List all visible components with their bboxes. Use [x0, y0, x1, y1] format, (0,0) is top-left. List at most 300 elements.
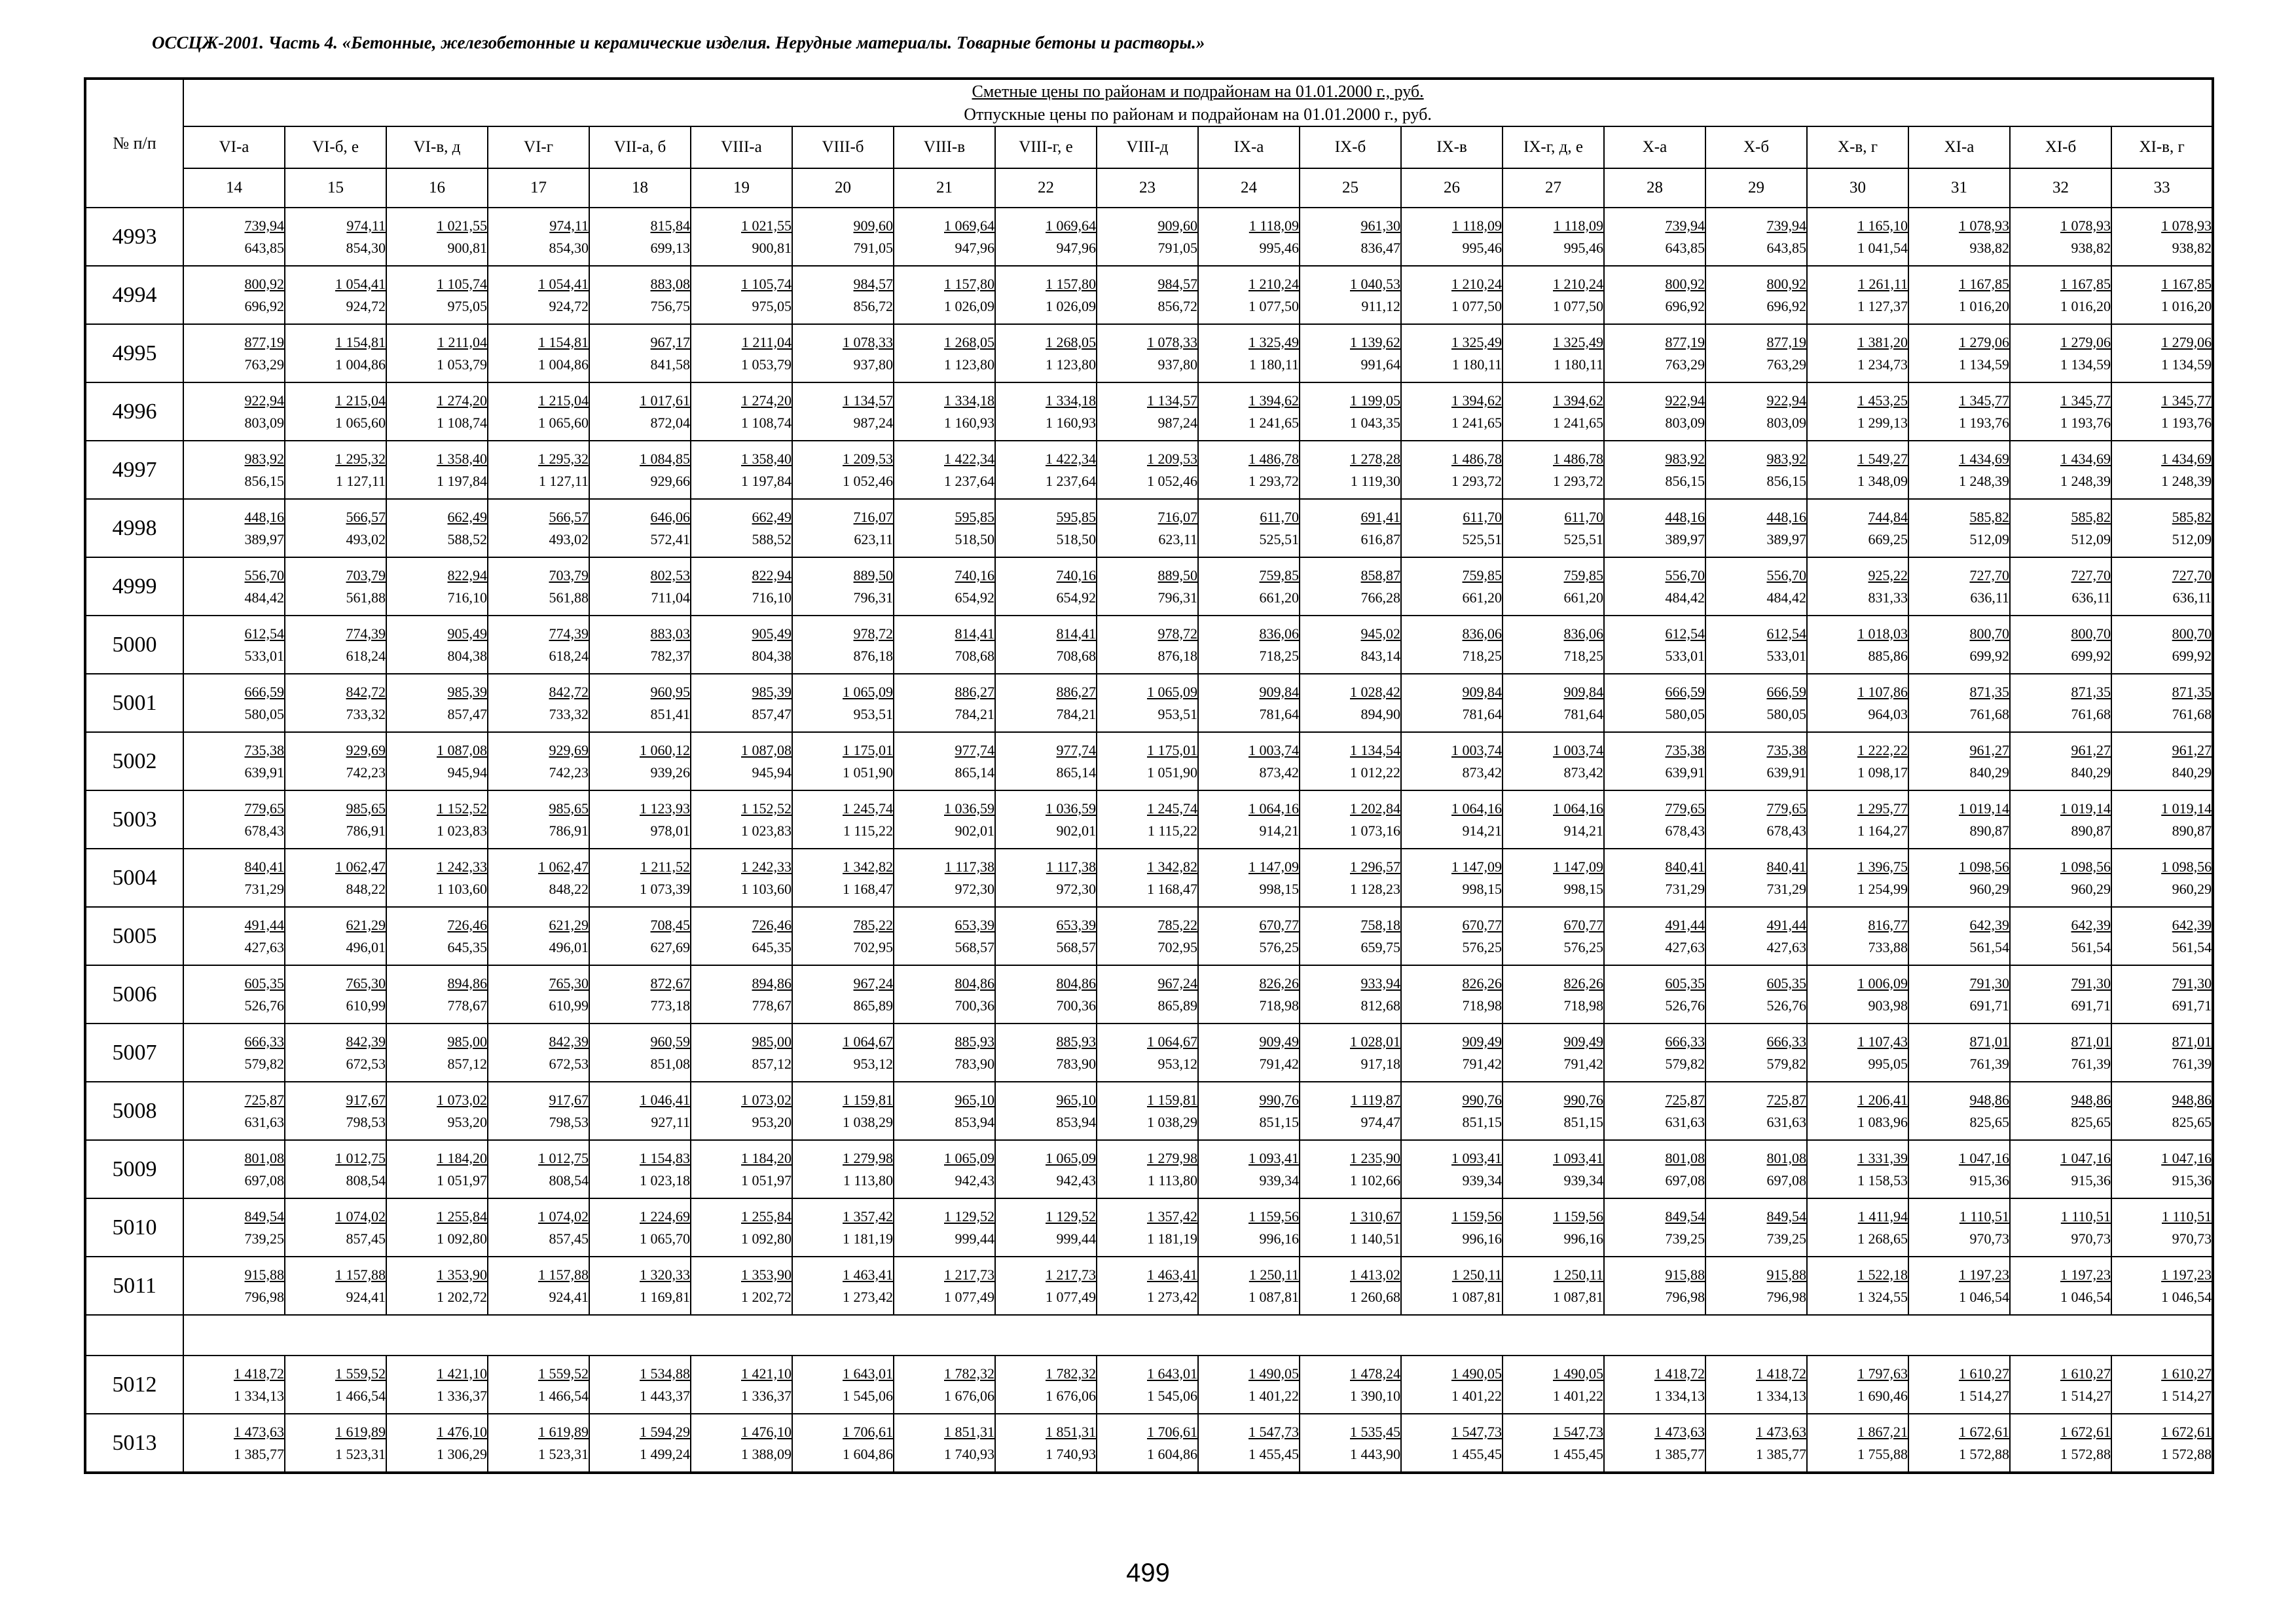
estimate-price: 1 672,61	[2161, 1423, 2212, 1440]
column-number: 19	[691, 168, 792, 208]
release-price: 739,25	[1665, 1230, 1705, 1247]
price-cell	[1198, 616, 1300, 674]
release-price: 1 128,23	[1350, 880, 1400, 897]
price-cell	[1097, 1414, 1198, 1473]
estimate-price: 983,92	[1665, 450, 1705, 467]
price-cell	[386, 1140, 488, 1198]
price-cell	[691, 1198, 792, 1257]
estimate-price: 727,70	[2071, 566, 2111, 583]
price-cell	[589, 382, 691, 441]
estimate-price: 491,44	[1766, 916, 1806, 933]
estimate-price: 849,54	[1665, 1208, 1705, 1225]
estimate-price: 840,41	[1665, 858, 1705, 875]
estimate-price: 1 117,38	[1046, 858, 1096, 875]
release-price: 1 604,86	[1147, 1445, 1197, 1462]
estimate-price: 785,22	[853, 916, 893, 933]
release-price: 1 334,13	[1756, 1387, 1806, 1404]
release-price: 890,87	[2071, 822, 2111, 839]
release-price: 718,25	[1563, 647, 1603, 664]
release-price: 1 127,37	[1857, 297, 1908, 314]
estimate-price: 740,16	[955, 566, 994, 583]
column-number: 23	[1097, 168, 1198, 208]
release-price: 995,46	[1259, 239, 1299, 256]
price-cell	[285, 732, 386, 790]
estimate-price: 877,19	[1766, 333, 1806, 350]
table-row	[85, 441, 2213, 499]
price-cell	[1807, 1198, 1908, 1257]
price-cell	[995, 382, 1097, 441]
release-price: 1 041,54	[1857, 239, 1908, 256]
zone-header-row	[85, 126, 2213, 168]
estimate-price: 1 028,01	[1350, 1033, 1400, 1050]
release-price: 763,29	[244, 356, 284, 373]
price-cell	[183, 441, 285, 499]
price-cell	[691, 324, 792, 382]
row-number: 4998	[85, 499, 183, 557]
estimate-price: 612,54	[1665, 625, 1705, 642]
estimate-price: 1 019,14	[1959, 800, 2009, 817]
release-price: 1 248,39	[2060, 472, 2111, 489]
table-row	[85, 266, 2213, 324]
estimate-price: 1 147,09	[1451, 858, 1502, 875]
release-price: 691,71	[1969, 997, 2009, 1014]
estimate-price: 889,50	[1157, 566, 1197, 583]
estimate-price: 1 047,16	[1959, 1149, 2009, 1166]
release-price: 947,96	[955, 239, 994, 256]
estimate-price: 1 175,01	[843, 741, 893, 758]
price-cell	[894, 324, 995, 382]
release-price: 796,31	[853, 589, 893, 606]
estimate-price: 1 320,33	[640, 1266, 690, 1283]
estimate-price: 1 093,41	[1248, 1149, 1299, 1166]
release-price: 1 324,55	[1857, 1288, 1908, 1305]
estimate-price: 791,30	[2071, 974, 2111, 991]
estimate-price: 765,30	[346, 974, 386, 991]
price-cell	[995, 907, 1097, 965]
price-cell	[285, 616, 386, 674]
table-row	[85, 382, 2213, 441]
estimate-price: 1 147,09	[1553, 858, 1603, 875]
release-price: 924,72	[549, 297, 589, 314]
price-cell	[995, 732, 1097, 790]
column-number: 21	[894, 168, 995, 208]
release-price: 975,05	[752, 297, 792, 314]
release-price: 1 572,88	[2060, 1445, 2111, 1462]
estimate-price: 1 463,41	[1147, 1266, 1197, 1283]
release-price: 1 077,50	[1248, 297, 1299, 314]
estimate-price: 1 358,40	[437, 450, 487, 467]
estimate-price: 802,53	[650, 566, 690, 583]
estimate-price: 1 851,31	[1046, 1423, 1096, 1440]
estimate-price: 735,38	[244, 741, 284, 758]
estimate-price: 1 118,09	[1451, 217, 1502, 234]
price-cell	[1604, 499, 1705, 557]
estimate-price: 933,94	[1360, 974, 1400, 991]
estimate-price: 800,70	[2172, 625, 2212, 642]
price-cell	[1503, 790, 1604, 849]
release-price: 1 087,81	[1451, 1288, 1502, 1305]
price-cell	[1908, 266, 2010, 324]
price-cell	[894, 441, 995, 499]
estimate-price: 1 486,78	[1553, 450, 1603, 467]
zone-header: VIII-г, е	[995, 126, 1097, 168]
release-price: 493,02	[346, 530, 386, 547]
price-cell	[2010, 208, 2111, 266]
price-cell	[894, 790, 995, 849]
estimate-price: 836,06	[1563, 625, 1603, 642]
price-cell	[1503, 907, 1604, 965]
release-price: 1 140,51	[1350, 1230, 1400, 1247]
release-price: 970,73	[1969, 1230, 2009, 1247]
price-cell	[1705, 1198, 1807, 1257]
release-price: 1 572,88	[1959, 1445, 2009, 1462]
price-cell	[691, 849, 792, 907]
price-cell	[1604, 208, 1705, 266]
release-price: 1 004,86	[538, 356, 589, 373]
price-cell	[691, 616, 792, 674]
price-cell	[894, 266, 995, 324]
column-number: 18	[589, 168, 691, 208]
release-price: 1 103,60	[741, 880, 792, 897]
estimate-price: 739,94	[244, 217, 284, 234]
estimate-price: 1 279,06	[2060, 333, 2111, 350]
price-cell	[285, 499, 386, 557]
price-cell	[386, 208, 488, 266]
estimate-price: 960,59	[650, 1033, 690, 1050]
column-number-row	[85, 168, 2213, 208]
release-price: 739,25	[244, 1230, 284, 1247]
release-price: 636,11	[2172, 589, 2212, 606]
estimate-price: 1 157,80	[1046, 275, 1096, 292]
release-price: 1 755,88	[1857, 1445, 1908, 1462]
estimate-price: 1 279,06	[1959, 333, 2009, 350]
release-price: 987,24	[853, 414, 893, 431]
price-cell	[894, 1198, 995, 1257]
release-price: 840,29	[2172, 764, 2212, 781]
release-price: 716,10	[752, 589, 792, 606]
price-cell	[1807, 849, 1908, 907]
release-price: 678,43	[1665, 822, 1705, 839]
estimate-price: 1 028,42	[1350, 683, 1400, 700]
estimate-price: 1 019,14	[2161, 800, 2212, 817]
price-cell	[2111, 441, 2213, 499]
release-price: 623,11	[854, 530, 893, 547]
release-price: 1 455,45	[1248, 1445, 1299, 1462]
release-price: 708,68	[1056, 647, 1096, 664]
table-row	[85, 1140, 2213, 1198]
price-cell	[894, 499, 995, 557]
estimate-price: 1 331,39	[1857, 1149, 1908, 1166]
price-cell	[792, 1198, 894, 1257]
price-cell	[589, 1257, 691, 1315]
price-cell	[1503, 208, 1604, 266]
estimate-price: 1 074,02	[335, 1208, 386, 1225]
price-cell	[589, 616, 691, 674]
column-number: 14	[183, 168, 285, 208]
price-cell	[1705, 1356, 1807, 1414]
estimate-price: 791,30	[1969, 974, 2009, 991]
estimate-price: 1 559,52	[538, 1365, 589, 1382]
release-price: 953,12	[853, 1055, 893, 1072]
estimate-price: 1 325,49	[1553, 333, 1603, 350]
price-cell	[2111, 790, 2213, 849]
release-price: 791,05	[1157, 239, 1197, 256]
price-cell	[1807, 382, 1908, 441]
price-cell	[183, 208, 285, 266]
table-row	[85, 324, 2213, 382]
release-price: 631,63	[1766, 1113, 1806, 1130]
release-price: 885,86	[1868, 647, 1908, 664]
price-cell	[1705, 441, 1807, 499]
price-cell	[1300, 1082, 1401, 1140]
release-price: 1 023,83	[437, 822, 487, 839]
row-number: 5003	[85, 790, 183, 849]
price-cell	[2111, 732, 2213, 790]
price-cell	[1908, 1024, 2010, 1082]
estimate-price: 1 211,52	[640, 858, 690, 875]
estimate-price: 1 279,06	[2161, 333, 2212, 350]
release-price: 791,05	[853, 239, 893, 256]
price-cell	[488, 441, 589, 499]
release-price: 938,82	[2071, 239, 2111, 256]
estimate-price: 791,30	[2172, 974, 2212, 991]
estimate-price: 703,79	[549, 566, 589, 583]
price-cell	[1097, 790, 1198, 849]
price-cell	[1300, 1198, 1401, 1257]
price-cell	[1300, 732, 1401, 790]
estimate-price: 842,72	[549, 683, 589, 700]
release-price: 618,24	[549, 647, 589, 664]
row-number: 5008	[85, 1082, 183, 1140]
release-price: 953,20	[447, 1113, 487, 1130]
release-price: 856,15	[1665, 472, 1705, 489]
release-price: 781,64	[1462, 705, 1502, 722]
estimate-price: 909,84	[1563, 683, 1603, 700]
price-cell	[1300, 674, 1401, 732]
estimate-price: 1 054,41	[538, 275, 589, 292]
release-price: 672,53	[346, 1055, 386, 1072]
estimate-price: 595,85	[955, 508, 994, 525]
price-cell	[285, 1140, 386, 1198]
estimate-price: 800,92	[1665, 275, 1705, 292]
release-price: 588,52	[752, 530, 792, 547]
release-price: 1 087,81	[1248, 1288, 1299, 1305]
release-price: 1 499,24	[640, 1445, 690, 1462]
price-cell	[691, 790, 792, 849]
row-number: 5001	[85, 674, 183, 732]
estimate-price: 877,19	[1665, 333, 1705, 350]
price-cell	[1705, 849, 1807, 907]
release-price: 1 443,37	[640, 1387, 690, 1404]
estimate-price: 1 255,84	[741, 1208, 792, 1225]
price-cell	[1300, 441, 1401, 499]
estimate-price: 1 381,20	[1857, 333, 1908, 350]
release-price: 1 401,22	[1248, 1387, 1299, 1404]
price-cell	[1705, 732, 1807, 790]
release-price: 953,51	[1157, 705, 1197, 722]
release-price: 1 299,13	[1857, 414, 1908, 431]
price-cell	[2111, 324, 2213, 382]
release-price: 781,64	[1259, 705, 1299, 722]
estimate-price: 1 064,67	[843, 1033, 893, 1050]
price-cell	[285, 1356, 386, 1414]
release-price: 1 092,80	[741, 1230, 792, 1247]
release-price: 1 123,80	[944, 356, 994, 373]
release-price: 691,71	[2172, 997, 2212, 1014]
price-cell	[1705, 674, 1807, 732]
estimate-price: 1 093,41	[1553, 1149, 1603, 1166]
price-cell	[1807, 266, 1908, 324]
price-cell	[1908, 1082, 2010, 1140]
price-cell	[1908, 499, 2010, 557]
zone-header: VIII-б	[792, 126, 894, 168]
estimate-price: 1 268,05	[1046, 333, 1096, 350]
release-price: 526,76	[1665, 997, 1705, 1014]
price-cell	[1097, 907, 1198, 965]
release-price: 1 168,47	[1147, 880, 1197, 897]
estimate-price: 1 594,29	[640, 1423, 690, 1440]
price-cell	[1807, 1414, 1908, 1473]
estimate-price: 1 110,51	[2161, 1208, 2212, 1225]
release-price: 588,52	[447, 530, 487, 547]
release-price: 654,92	[955, 589, 994, 606]
estimate-price: 1 167,85	[1959, 275, 2009, 292]
estimate-price: 1 018,03	[1857, 625, 1908, 642]
price-cell	[1503, 499, 1604, 557]
estimate-price: 1 559,52	[335, 1365, 386, 1382]
estimate-price: 929,69	[549, 741, 589, 758]
price-cell	[1705, 1140, 1807, 1198]
price-cell	[1300, 1257, 1401, 1315]
release-price: 561,88	[549, 589, 589, 606]
table-title-row	[85, 79, 2213, 126]
row-number: 5000	[85, 616, 183, 674]
estimate-price: 448,16	[1665, 508, 1705, 525]
row-number: 5005	[85, 907, 183, 965]
release-price: 512,09	[2071, 530, 2111, 547]
price-cell	[691, 382, 792, 441]
price-cell	[1604, 849, 1705, 907]
estimate-price: 984,57	[1157, 275, 1197, 292]
release-price: 1 348,09	[1857, 472, 1908, 489]
row-number: 4996	[85, 382, 183, 441]
release-price: 1 385,77	[1756, 1445, 1806, 1462]
estimate-price: 822,94	[752, 566, 792, 583]
release-price: 947,96	[1056, 239, 1096, 256]
estimate-price: 1 255,84	[437, 1208, 487, 1225]
estimate-price: 1 134,54	[1350, 741, 1400, 758]
price-cell	[2111, 1414, 2213, 1473]
column-number: 20	[792, 168, 894, 208]
price-cell	[995, 557, 1097, 616]
estimate-price: 1 334,18	[944, 392, 994, 409]
release-price: 1 336,37	[437, 1387, 487, 1404]
estimate-price: 1 119,87	[1350, 1091, 1400, 1108]
estimate-price: 779,65	[1766, 800, 1806, 817]
release-price: 733,32	[549, 705, 589, 722]
price-cell	[2010, 1198, 2111, 1257]
price-cell	[1198, 499, 1300, 557]
price-cell	[386, 1356, 488, 1414]
estimate-price: 909,84	[1259, 683, 1299, 700]
release-price: 915,36	[1969, 1172, 2009, 1189]
price-cell	[691, 674, 792, 732]
release-price: 873,42	[1462, 764, 1502, 781]
estimate-price: 1 250,11	[1248, 1266, 1299, 1283]
price-cell	[1908, 1140, 2010, 1198]
table-title	[183, 79, 2213, 126]
estimate-price: 759,85	[1563, 566, 1603, 583]
release-price: 696,92	[1665, 297, 1705, 314]
price-cell	[691, 1082, 792, 1140]
estimate-price: 611,70	[1463, 508, 1502, 525]
price-cell	[1401, 674, 1503, 732]
price-cell	[1097, 1257, 1198, 1315]
price-cell	[1198, 266, 1300, 324]
price-cell	[183, 1024, 285, 1082]
price-cell	[1097, 557, 1198, 616]
estimate-price: 1 211,04	[437, 333, 487, 350]
price-cell	[1097, 324, 1198, 382]
price-cell	[1705, 499, 1807, 557]
estimate-price: 1 157,88	[335, 1266, 386, 1283]
price-cell	[792, 1414, 894, 1473]
estimate-price: 759,85	[1259, 566, 1299, 583]
estimate-price: 990,76	[1563, 1091, 1603, 1108]
price-cell	[488, 849, 589, 907]
price-cell	[1198, 965, 1300, 1024]
release-price: 778,67	[752, 997, 792, 1014]
release-price: 733,88	[1868, 938, 1908, 955]
price-cell	[386, 441, 488, 499]
estimate-price: 716,07	[853, 508, 893, 525]
price-cell	[1401, 965, 1503, 1024]
estimate-price: 735,38	[1766, 741, 1806, 758]
estimate-price: 1 434,69	[1959, 450, 2009, 467]
price-cell	[1705, 616, 1807, 674]
release-price: 914,21	[1563, 822, 1603, 839]
price-cell	[1198, 441, 1300, 499]
estimate-price: 1 476,10	[437, 1423, 487, 1440]
estimate-price: 915,88	[1766, 1266, 1806, 1283]
release-price: 1 160,93	[944, 414, 994, 431]
estimate-price: 1 268,05	[944, 333, 994, 350]
estimate-price: 800,92	[244, 275, 284, 292]
estimate-price: 1 167,85	[2060, 275, 2111, 292]
estimate-price: 1 184,20	[741, 1149, 792, 1166]
price-cell	[1401, 790, 1503, 849]
release-price: 761,39	[1969, 1055, 2009, 1072]
price-cell	[1807, 674, 1908, 732]
estimate-price: 1 534,88	[640, 1365, 690, 1382]
estimate-price: 1 107,43	[1857, 1033, 1908, 1050]
estimate-price: 1 295,77	[1857, 800, 1908, 817]
price-cell	[1908, 732, 2010, 790]
price-cell	[1401, 1414, 1503, 1473]
price-cell	[1503, 616, 1604, 674]
release-price: 782,37	[650, 647, 690, 664]
release-price: 1 038,29	[843, 1113, 893, 1130]
row-number-header: № п/п	[85, 79, 183, 208]
release-price: 731,29	[244, 880, 284, 897]
estimate-price: 871,35	[2172, 683, 2212, 700]
estimate-price: 666,33	[244, 1033, 284, 1050]
price-cell	[2111, 616, 2213, 674]
estimate-price: 804,86	[1056, 974, 1096, 991]
price-cell	[1198, 1082, 1300, 1140]
price-cell	[183, 324, 285, 382]
price-cell	[1705, 1257, 1807, 1315]
